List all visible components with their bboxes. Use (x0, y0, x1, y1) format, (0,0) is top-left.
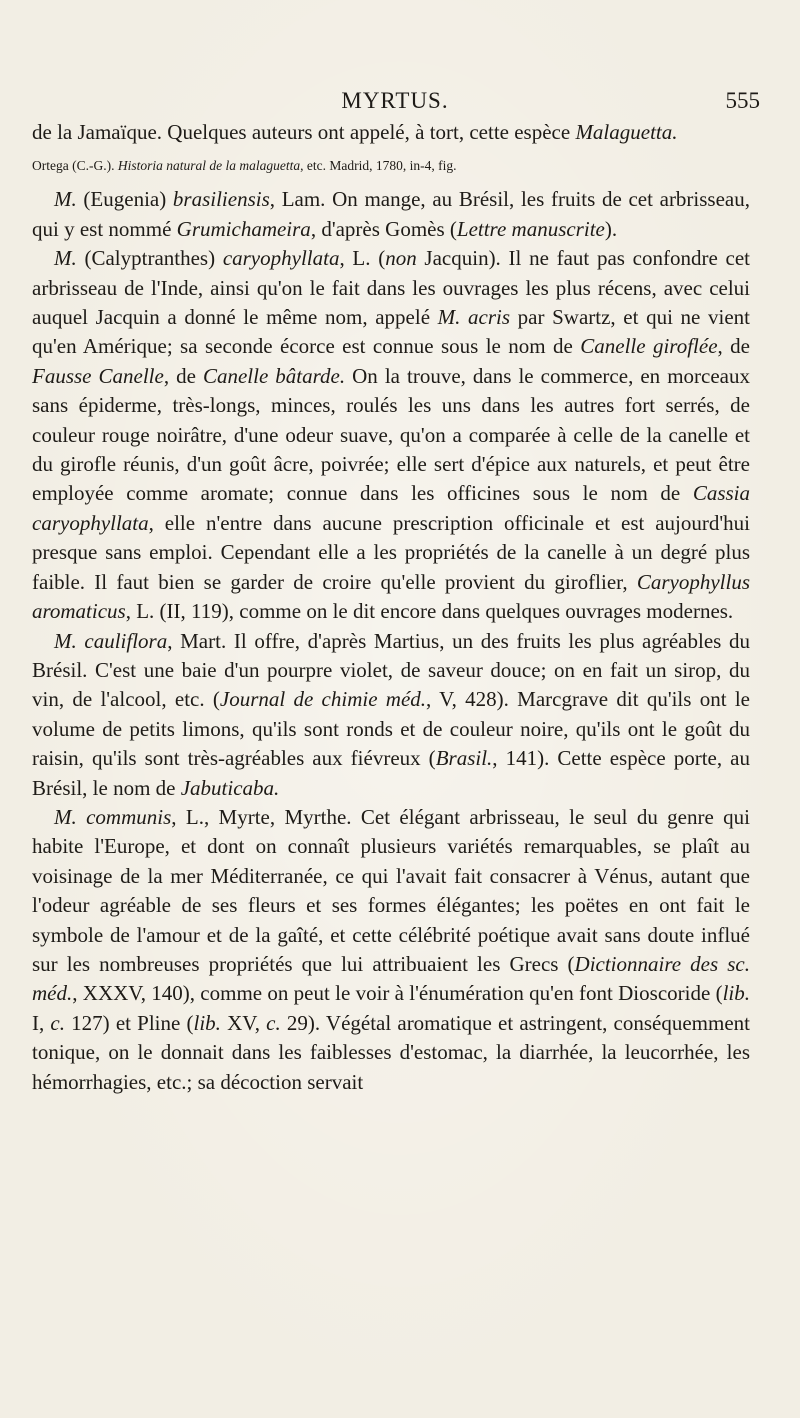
entry-caryophyllata (32, 244, 750, 626)
dictionary-ref: Dictionnaire des sc. méd. (32, 951, 750, 1006)
biblio-author: Ortega (C.-G.). (32, 158, 118, 174)
biblio-title: Historia natural de la malaguetta (117, 158, 301, 174)
entry-text: 29). Végétal aromatique et astringent, conséquemment tonique, on le donnait dans les faiblesses d'estomac, la diarrhée, la leucorrhée, les hémorrhagies, etc.; sa décoction servait (32, 1010, 751, 1094)
source-ref: Brasil. (435, 746, 493, 771)
lib-abbr: lib. (722, 981, 750, 1006)
intro-text: de la Jamaïque. Quelques auteurs ont appelé, à tort, cette espèce (32, 120, 576, 144)
subgenus: (Eugenia) (76, 187, 173, 212)
species-name: cauliflora (76, 628, 168, 653)
entry-text: , L. ( (339, 246, 386, 271)
entry-text: I, (32, 1010, 51, 1035)
page-header (30, 82, 760, 122)
species-name: brasiliensis (172, 187, 270, 212)
entry-text: , de (163, 363, 203, 388)
officinal-name: Cassia caryophyllata (32, 481, 750, 535)
entry-brasiliensis (32, 185, 750, 244)
subgenus: (Calyptranthes) (76, 246, 223, 271)
lib-abbr: lib. (193, 1010, 221, 1035)
common-name: Canelle bâtarde. (202, 363, 346, 388)
genus-abbr: M. (437, 305, 461, 330)
running-head: MYRTUS. (341, 88, 449, 113)
biblio-rest: , etc. Madrid, 1780, in-4, fig. (300, 158, 457, 174)
entry-communis (32, 803, 750, 1097)
entry-text: , 141). Cette espèce porte, au Brésil, le nom de (32, 746, 750, 800)
entry-text: , elle n'entre dans aucune prescription officinale et est aujourd'hui presque sans emploi. Cependant elle a les propriétés de la canelle à un degré plus faible. Il faut bien se garder de croire qu'elle provient du giroflier, (32, 510, 750, 594)
entry-text: par Swartz, et qui ne vient qu'en Amérique; sa seconde écorce est connue sous le nom de (32, 305, 751, 359)
species-name: acris (460, 305, 511, 330)
genus-abbr: M. (54, 246, 77, 271)
genus-abbr: M. (54, 187, 77, 212)
genus-abbr: M. (54, 804, 77, 829)
entry-text: , L., Myrte, Myrthe. Cet élégant arbrisseau, le seul du genre qui habite l'Europe, et dont on connaît plusieurs variétés remarquables, se plaît au voisinage de la mer Méditerranée, ce qui l'avait fait consacrer à Vénus, autant que l'odeur agréable de ses fleurs et ses formes élégantes; les poëtes en ont fait le symbole de l'amour et de la gaîté, et cette célébrité poétique avait sans doute influé sur les nombreuses propriétés que lui attribuaient les Grecs ( (32, 804, 750, 976)
genus-abbr: M. (54, 628, 77, 653)
source-ref: Lettre manuscrite (456, 216, 605, 241)
entry-text: , V, 428). Marcgrave dit qu'ils ont le volume de petits limons, qu'ils sont ronds et de couleur noire, qu'ils ont le goût du raisin, qu'ils sont très-agréables aux fiévreux ( (32, 687, 750, 771)
entry-text: ). (604, 216, 618, 241)
entry-text: , Mart. Il offre, d'après Martius, un des fruits les plus agréables du Brésil. C'est une baie d'un pourpre violet, de saveur douce; on en fait un sirop, du vin, de l'alcool, etc. ( (32, 628, 750, 712)
bibliography-reference (32, 157, 750, 175)
entry-text: 127) et Pline ( (65, 1010, 194, 1035)
entry-text: , L. (II, 119), comme on le dit encore dans quelques ouvrages modernes. (125, 599, 734, 624)
entry-text: , d'après Gomès ( (310, 216, 457, 241)
species-name: Caryophyllus aromaticus (32, 569, 750, 624)
entry-text: , de (717, 334, 750, 359)
common-name: Canelle giroflée (580, 334, 718, 359)
chapter-abbr: c. (50, 1010, 65, 1035)
common-name: Grumichameira (176, 216, 311, 241)
chapter-abbr: c. (266, 1010, 281, 1035)
common-name: Fausse Canelle (32, 363, 164, 388)
species-name: caryophyllata (222, 246, 340, 271)
entry-text: Jacquin). Il ne faut pas confondre cet arbrisseau de l'Inde, ainsi qu'on le fait dans les ouvrages les plus récens, avec celui auquel Jacquin a donné le même nom, appelé (32, 246, 750, 330)
common-name: Jabuticaba. (180, 775, 280, 800)
journal-ref: Journal de chimie méd. (219, 687, 427, 712)
entry-text: XV, (220, 1010, 267, 1035)
entry-text: , XXXV, 140), comme on peut le voir à l'énumération qu'en font Dioscoride ( (72, 981, 723, 1006)
species-name: communis (76, 804, 172, 829)
non-word: non (385, 246, 417, 271)
entry-text: On la trouve, dans le commerce, en morceaux sans épiderme, très-longs, minces, roulés les uns dans les autres fort serrés, de couleur rouge noirâtre, d'une odeur suave, qu'on a comparée à celle de la canelle et du girofle réunis, d'un goût âcre, poivrée; elle sert d'épice aux naturels, et peut être employée comme aromate; connue dans les officines sous le nom de (32, 363, 750, 506)
malaguetta-name: Malaguetta. (575, 120, 678, 144)
entry-text: , Lam. On mange, au Brésil, les fruits de cet arbrisseau, qui y est nommé (32, 187, 750, 241)
body-text (32, 118, 750, 1097)
page-number: 555 (725, 88, 760, 113)
entry-cauliflora (32, 627, 750, 803)
intro-paragraph (32, 118, 750, 147)
